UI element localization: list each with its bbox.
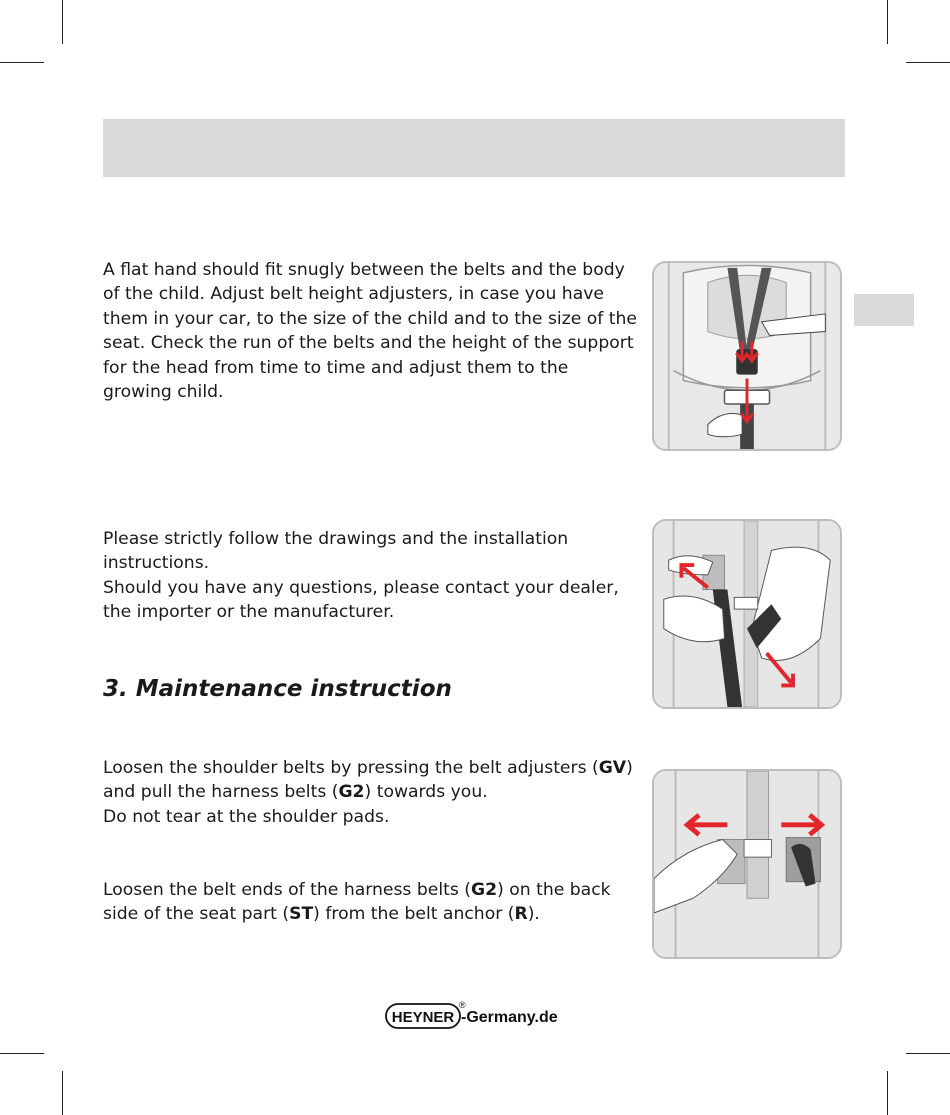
step-1-text-a: Loosen the shoulder belts by pressing the belt adjusters ( — [103, 758, 599, 778]
code-st: ST — [289, 904, 314, 925]
crop-mark-bottom-right-v — [887, 1071, 888, 1115]
step-2-text-a: Loosen the belt ends of the harness belts ( — [103, 880, 471, 900]
step-1-text-c: ) towards you. — [364, 782, 488, 803]
step-2-text-d: ). — [527, 904, 540, 925]
logo-brand-text: HEYNER — [391, 1009, 455, 1026]
figure-loosen-straps — [652, 519, 842, 709]
belt-fit-paragraph: A flat hand should fit snugly between the belts and the body of the child. Adjust belt height adjusters, in case you have them in your car, to the size of the child and to the size of the seat. Check the run of the belts and the height of the support for the head from time to time and adjust them to the growing child. — [103, 260, 637, 403]
code-gv: GV — [598, 758, 627, 778]
heyner-logo — [385, 999, 585, 1031]
figure-belt-tightening — [652, 261, 842, 451]
crop-mark-bottom-left-v — [62, 1071, 63, 1115]
step-1-line-2: Do not tear at the shoulder pads. — [103, 806, 390, 827]
crop-mark-top-right-v — [887, 0, 888, 44]
crop-mark-bottom-right-h — [906, 1053, 950, 1054]
code-g2: G2 — [470, 880, 498, 900]
contact-instruction-line: Should you have any questions, please contact your dealer, the importer or the manufacturer. — [103, 578, 619, 623]
figure-belt-anchor — [652, 769, 842, 959]
code-g2: G2 — [338, 782, 365, 803]
crop-mark-top-left-h — [0, 62, 44, 63]
logo-suffix-text: -Germany.de — [461, 1009, 558, 1026]
header-bar — [103, 119, 845, 177]
crop-mark-bottom-left-h — [0, 1053, 44, 1054]
maintenance-step-2 — [103, 878, 643, 927]
drawings-instruction-line: Please strictly follow the drawings and the installation instructions. — [103, 529, 569, 574]
code-r: R — [514, 904, 528, 925]
crop-mark-top-left-v — [62, 0, 63, 44]
strap-release-illustration — [654, 521, 840, 707]
step-1-text-b: ) and pull the harness belts ( — [103, 758, 633, 803]
step-2-text-c: ) from the belt anchor ( — [313, 904, 515, 925]
seat-harness-illustration — [654, 263, 840, 449]
belt-anchor-illustration — [654, 771, 840, 957]
step-2-text-b: ) on the back side of the seat part ( — [103, 880, 611, 925]
maintenance-heading: 3. Maintenance instruction — [103, 676, 452, 702]
logo-registered-mark: ® — [459, 1000, 466, 1010]
maintenance-step-1 — [103, 756, 643, 829]
crop-mark-top-right-h — [906, 62, 950, 63]
language-side-tab — [854, 294, 914, 326]
